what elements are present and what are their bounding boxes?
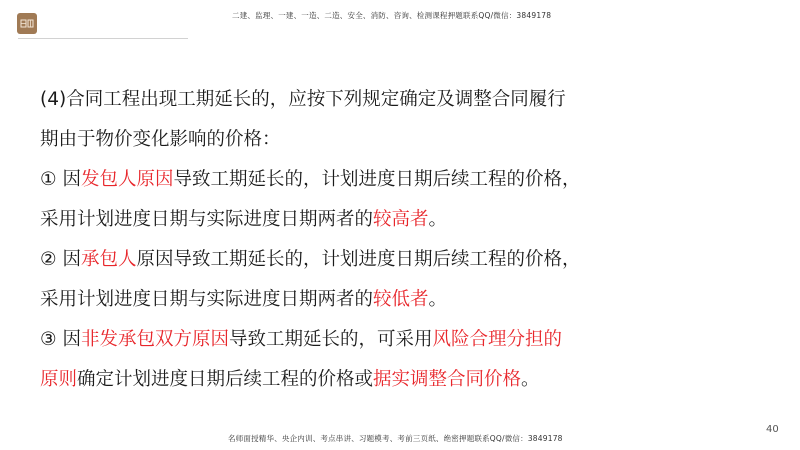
page-number: 40 bbox=[766, 424, 779, 435]
text-run: 确定计划进度日期后续工程的价格或 bbox=[77, 369, 374, 390]
slide-body bbox=[40, 86, 780, 406]
text-run: 采用计划进度日期与实际进度日期两者的 bbox=[40, 209, 374, 230]
text-run: 采用计划进度日期与实际进度日期两者的 bbox=[40, 289, 374, 310]
text-run: ① 因 bbox=[40, 169, 81, 190]
text-line bbox=[40, 286, 780, 326]
logo-icon bbox=[17, 13, 37, 34]
text-run: ③ 因 bbox=[40, 329, 81, 350]
highlighted-text: 非发承包双方原因 bbox=[80, 329, 229, 350]
highlighted-text: 较低者 bbox=[373, 289, 429, 310]
text-run: ② 因 bbox=[40, 249, 81, 270]
highlighted-text: 原则 bbox=[40, 369, 78, 390]
header-contact: 二建、监理、一建、一造、二造、安全、消防、咨询、检测课程押题联系QQ/微信：3849178 bbox=[232, 11, 552, 20]
footer-contact: 名师面授精华、央企内训、考点串讲、习题模考、考前三页纸、绝密押题联系QQ/微信：3849178 bbox=[228, 434, 563, 443]
text-run: 原因导致工期延长的，计划进度日期后续工程的价格， bbox=[136, 249, 581, 270]
header-divider bbox=[18, 38, 188, 39]
text-run: 期由于物价变化影响的价格： bbox=[40, 129, 281, 150]
highlighted-text: 承包人 bbox=[80, 249, 137, 270]
text-line bbox=[40, 366, 780, 406]
text-line bbox=[40, 246, 780, 286]
text-run: 。 bbox=[428, 209, 448, 230]
text-line bbox=[40, 86, 780, 126]
text-line bbox=[40, 126, 780, 166]
highlighted-text: 发包人原因 bbox=[80, 169, 174, 190]
text-run: (4)合同工程出现工期延长的，应按下列规定确定及调整合同履行 bbox=[40, 89, 566, 110]
text-line bbox=[40, 166, 780, 206]
highlighted-text: 据实调整合同价格 bbox=[373, 369, 522, 390]
text-run: 导致工期延长的，可采用 bbox=[228, 329, 433, 350]
highlighted-text: 风险合理分担的 bbox=[432, 329, 563, 350]
text-run: 导致工期延长的，计划进度日期后续工程的价格， bbox=[173, 169, 581, 190]
text-line bbox=[40, 206, 780, 246]
text-line bbox=[40, 326, 780, 366]
highlighted-text: 较高者 bbox=[373, 209, 429, 230]
text-run: 。 bbox=[428, 289, 448, 310]
text-run: 。 bbox=[521, 369, 540, 390]
